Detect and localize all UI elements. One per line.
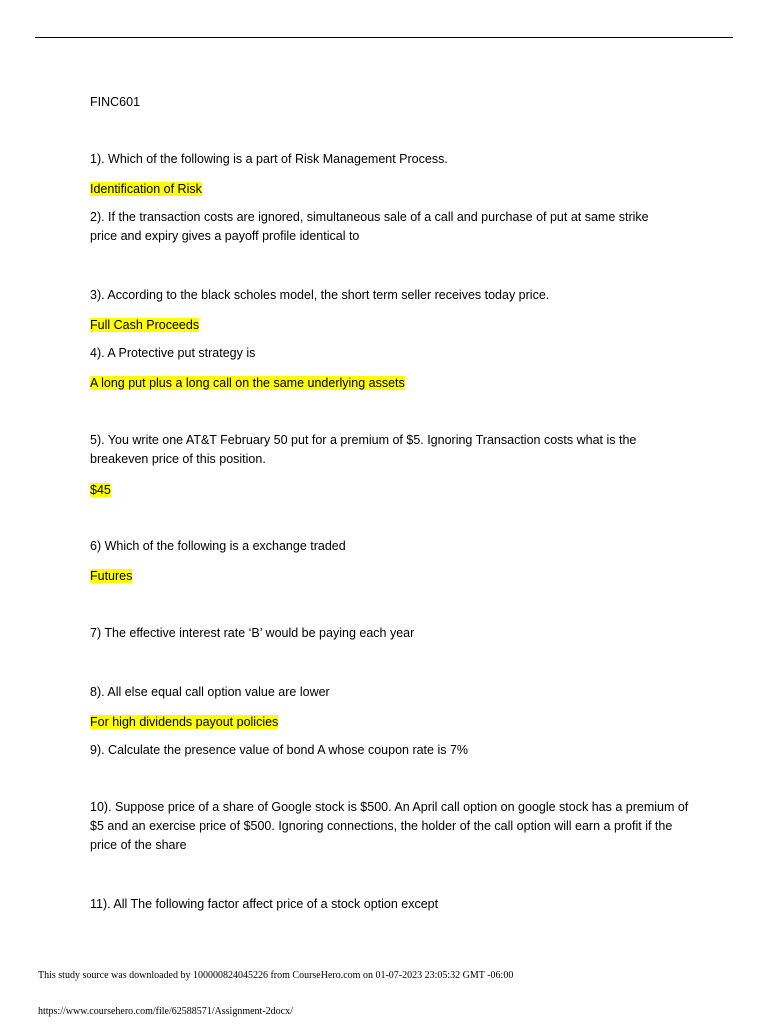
qa-item-8 — [90, 683, 690, 702]
answer-4-wrap — [90, 374, 690, 392]
question-6: 6) Which of the following is a exchange traded — [90, 539, 346, 553]
question-8: 8). All else equal call option value are lower — [90, 685, 330, 699]
answer-5: $45 — [90, 483, 111, 497]
answer-3: Full Cash Proceeds — [90, 318, 200, 332]
qa-item-4 — [90, 344, 690, 363]
qa-item-2 — [90, 208, 670, 246]
qa-item-10 — [90, 798, 690, 855]
question-10: 10). Suppose price of a share of Google stock is $500. An April call option on google stock has a premium of $5 and an exercise price of $500. Ignoring connections, the holder of the call option will earn a profit if the price of the share — [90, 800, 689, 852]
answer-1: Identification of Risk — [90, 182, 202, 196]
course-code: FINC601 — [90, 95, 141, 109]
answer-6: Futures — [90, 569, 133, 583]
qa-item-9 — [90, 741, 690, 760]
qa-item-11 — [90, 895, 690, 914]
answer-6-wrap — [90, 567, 690, 585]
answer-1-wrap — [90, 180, 690, 198]
question-9: 9). Calculate the presence value of bond A whose coupon rate is 7% — [90, 743, 469, 757]
source-url[interactable]: https://www.coursehero.com/file/62588571/Assignment-2docx/ — [38, 1006, 293, 1017]
question-4: 4). A Protective put strategy is — [90, 346, 256, 360]
question-11: 11). All The following factor affect price of a stock option except — [90, 897, 439, 911]
answer-8: For high dividends payout policies — [90, 715, 279, 729]
question-5: 5). You write one AT&T February 50 put for a premium of $5. Ignoring Transaction costs what is the breakeven price of this position. — [90, 433, 637, 466]
qa-item-3 — [90, 286, 690, 305]
answer-5-wrap — [90, 481, 690, 499]
qa-item-6 — [90, 537, 690, 556]
qa-item-5 — [90, 431, 655, 469]
question-3: 3). According to the black scholes model, the short term seller receives today price. — [90, 288, 550, 302]
answer-8-wrap — [90, 713, 690, 731]
download-notice: This study source was downloaded by 100000824045226 from CourseHero.com on 01-07-2023 23:05:32 GMT -06:00 — [38, 970, 514, 981]
answer-3-wrap — [90, 316, 690, 334]
qa-item-1 — [90, 150, 690, 169]
top-rule — [35, 37, 733, 38]
question-1: 1). Which of the following is a part of Risk Management Process. — [90, 152, 448, 166]
question-2: 2). If the transaction costs are ignored, simultaneous sale of a call and purchase of put at same strike price and expiry gives a payoff profile identical to — [90, 210, 649, 243]
question-7: 7) The effective interest rate ‘B’ would be paying each year — [90, 626, 415, 640]
answer-4: A long put plus a long call on the same underlying assets — [90, 376, 405, 390]
qa-item-7 — [90, 624, 690, 643]
